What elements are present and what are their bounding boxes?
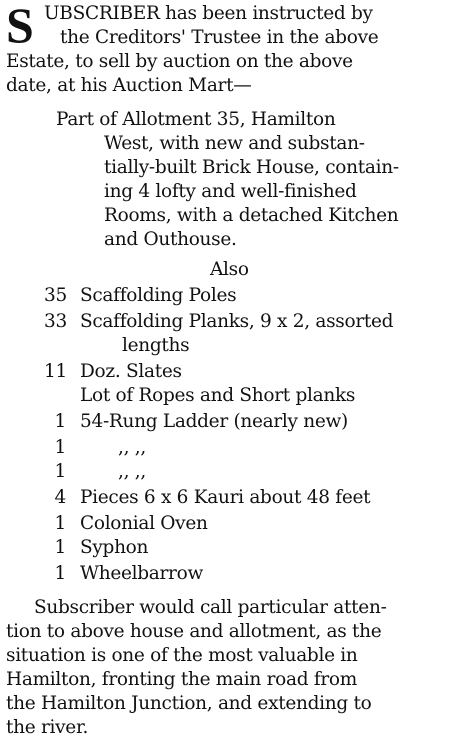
list-item <box>0 310 459 334</box>
opening-line-1: UBSCRIBER has been instructed by <box>44 3 373 24</box>
item-qty: 35 <box>44 285 67 306</box>
closing-line-2: tion to above house and allotment, as the <box>6 621 382 642</box>
item-text: Doz. Slates <box>80 361 182 382</box>
list-item <box>0 562 459 586</box>
item-text: Wheelbarrow <box>80 563 203 584</box>
closing-line-1: Subscriber would call particular atten- <box>34 597 387 618</box>
item-text: 54-Rung Ladder (nearly new) <box>80 411 348 432</box>
drop-cap: S <box>6 0 34 53</box>
list-item <box>0 410 459 434</box>
list-item <box>0 436 459 460</box>
item-qty: 1 <box>54 537 66 558</box>
item-text: Pieces 6 x 6 Kauri about 48 feet <box>80 487 371 508</box>
item-qty: 1 <box>54 513 66 534</box>
item-qty: 4 <box>54 487 66 508</box>
item-qty: 33 <box>44 311 67 332</box>
list-item <box>0 512 459 536</box>
closing-line-3: situation is one of the most valuable in <box>6 645 358 666</box>
property-line-4: ing 4 lofty and well-finished <box>104 181 357 202</box>
item-qty: 1 <box>54 563 66 584</box>
item-text: Syphon <box>80 537 149 558</box>
opening-line-2: the Creditors' Trustee in the above <box>60 27 379 48</box>
item-qty: 1 <box>54 411 66 432</box>
ditto-marks: ,, ,, <box>118 461 146 482</box>
also-heading: Also <box>210 259 249 280</box>
property-line-2: West, with new and substan- <box>104 133 365 154</box>
item-text: Scaffolding Planks, 9 x 2, assorted <box>80 311 394 332</box>
list-item <box>0 486 459 510</box>
item-text: lengths <box>122 335 190 356</box>
ditto-marks: ,, ,, <box>118 437 146 458</box>
item-text: Lot of Ropes and Short planks <box>80 385 356 406</box>
list-item <box>0 334 459 358</box>
list-item <box>0 360 459 384</box>
list-item <box>0 460 459 484</box>
opening-line-4: date, at his Auction Mart— <box>6 75 252 96</box>
item-qty: 11 <box>44 361 67 382</box>
property-line-6: and Outhouse. <box>104 229 237 250</box>
closing-line-5: the Hamilton Junction, and extending to <box>6 693 372 714</box>
item-text: Colonial Oven <box>80 513 208 534</box>
property-line-1: Part of Allotment 35, Hamilton <box>56 109 336 130</box>
item-qty: 1 <box>54 437 66 458</box>
closing-line-4: Hamilton, fronting the main road from <box>6 669 357 690</box>
property-line-5: Rooms, with a detached Kitchen <box>104 205 399 226</box>
opening-line-3: Estate, to sell by auction on the above <box>6 51 353 72</box>
list-item <box>0 384 459 408</box>
list-item <box>0 536 459 560</box>
property-line-3: tially-built Brick House, contain- <box>104 157 399 178</box>
item-qty: 1 <box>54 461 66 482</box>
closing-line-6: the river. <box>6 717 89 738</box>
list-item <box>0 284 459 308</box>
item-text: Scaffolding Poles <box>80 285 237 306</box>
